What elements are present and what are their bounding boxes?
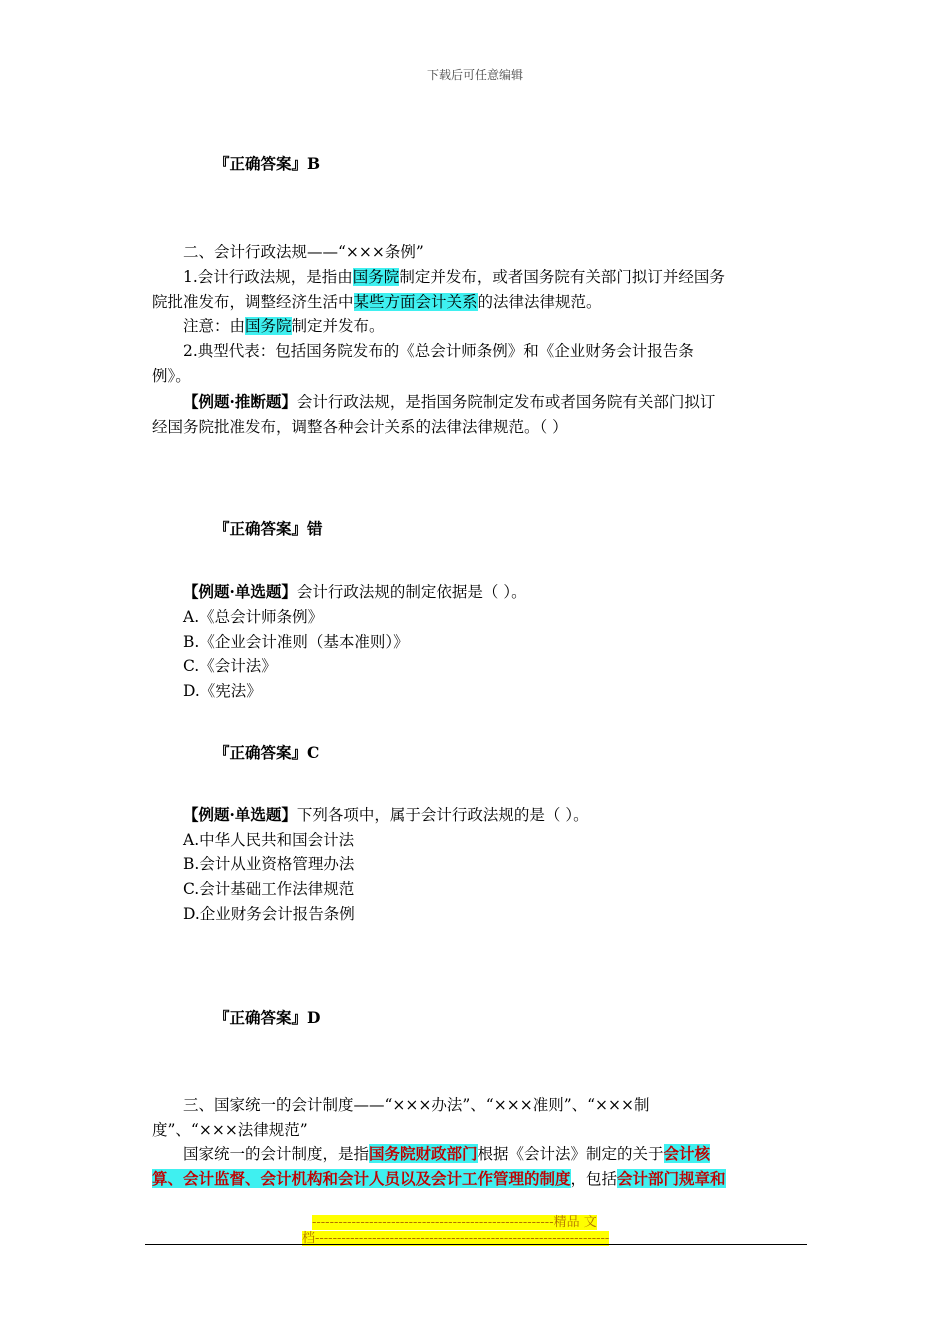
question-3-option-d: D.企业财务会计报告条例: [183, 905, 355, 923]
highlight-accounting-scope: 会计核: [663, 1144, 711, 1163]
question-2-option-b: B.《企业会计准则（基本准则）》: [183, 633, 409, 651]
question-3-stem: 【例题·单选题】下列各项中，属于会计行政法规的是（ ）。: [183, 805, 589, 824]
question-3-option-a: A.中华人民共和国会计法: [183, 831, 355, 849]
highlight-state-council-note: 国务院: [245, 317, 292, 335]
section-3-para-cont: 算、会计监督、会计机构和会计人员以及会计工作管理的制度，包括会计部门规章和: [152, 1169, 726, 1188]
section-3-para: 国家统一的会计制度，是指国务院财政部门根据《会计法》制定的关于会计核: [183, 1144, 711, 1163]
example-judgement-cont: 经国务院批准发布，调整各种会计关系的法律法律规范。（ ）: [152, 418, 568, 436]
question-3-option-b: B.会计从业资格管理办法: [183, 855, 355, 873]
question-2-option-a: A.《总会计师条例》: [183, 608, 324, 626]
answer-d: 『正确答案』D: [214, 1008, 321, 1027]
answer-c: 『正确答案』C: [214, 743, 320, 762]
example-judgement: 【例题·推断题】会计行政法规，是指国务院制定发布或者国务院有关部门拟订: [183, 392, 716, 411]
highlight-finance-department: 国务院财政部门: [369, 1144, 478, 1163]
question-2-option-d: D.《宪法》: [183, 682, 262, 700]
section-2-para-1: 1.会计行政法规，是指由国务院制定并发布，或者国务院有关部门拟订并经国务: [183, 268, 725, 286]
answer-b: 『正确答案』B: [214, 154, 321, 173]
section-2-note: 注意：由国务院制定并发布。: [183, 317, 385, 335]
answer-wrong: 『正确答案』错: [214, 519, 323, 538]
section-3-title-cont: 度”、“×××法律规范”: [152, 1121, 308, 1139]
footer-watermark-line-1: -------------------------------------------------------精品 文: [312, 1215, 597, 1230]
page-header: 下载后可任意编辑: [426, 68, 523, 82]
footer-rule: [145, 1244, 807, 1245]
question-2-stem: 【例题·单选题】会计行政法规的制定依据是（ ）。: [183, 582, 527, 601]
section-2-para-1-cont: 院批准发布，调整经济生活中某些方面会计关系的法律法律规范。: [152, 293, 602, 311]
question-3-option-c: C.会计基础工作法律规范: [183, 880, 355, 898]
section-2-para-2-cont: 例》。: [152, 367, 191, 385]
question-2-option-c: C.《会计法》: [183, 657, 277, 675]
footer-watermark-line-2: 档-------------------------------------------------------------------: [302, 1231, 610, 1246]
section-2-title: 二、会计行政法规——“×××条例”: [183, 243, 424, 261]
highlight-accounting-scope-cont: 算、会计监督、会计机构和会计人员以及会计工作管理的制度: [152, 1169, 571, 1188]
highlight-accounting-relations: 某些方面会计关系: [353, 293, 478, 311]
highlight-dept-rules: 会计部门规章和: [617, 1169, 726, 1188]
highlight-state-council: 国务院: [352, 268, 400, 286]
section-2-para-2: 2.典型代表：包括国务院发布的《总会计师条例》和《企业财务会计报告条: [183, 342, 694, 360]
section-3-title: 三、国家统一的会计制度——“×××办法”、“×××准则”、“×××制: [183, 1096, 650, 1114]
